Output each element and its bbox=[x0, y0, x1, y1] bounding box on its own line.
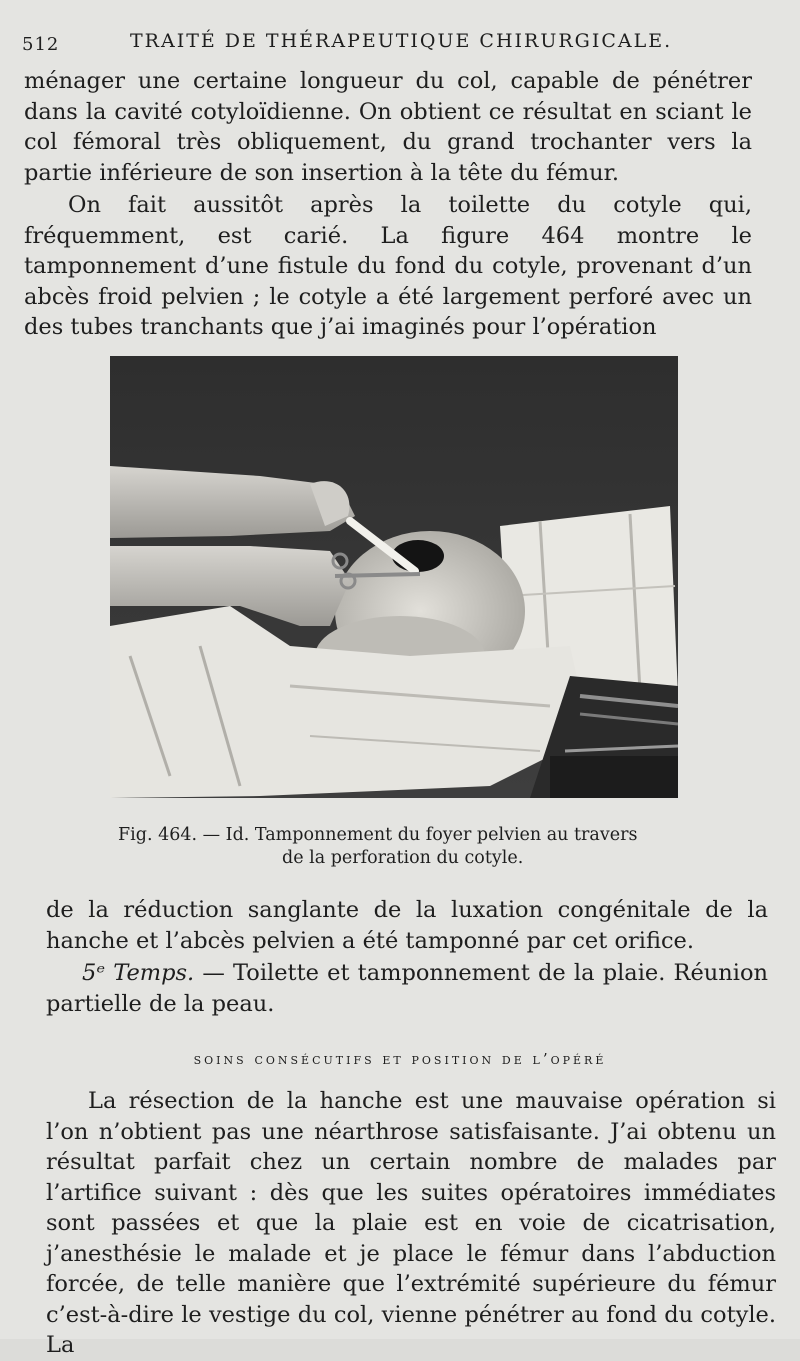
paragraph-2: On fait aussitôt après la toilette du cotyle qui, fréquemment, est carié. La figure 464 montre le tamponnement d’une fistule du fond du cotyle, provenant d’un abcès froid pelvien ; le cotyle a été largement perforé avec un des tubes tranchants que j’ai imaginés pour l’opération bbox=[24, 192, 752, 340]
paragraph-1: ménager une certaine longueur du col, capable de pénétrer dans la cavité cotyloïdienne. On obtient ce résultat en sciant le col fémoral très obliquement, du grand trochanter vers la partie inférieure de son insertion à la tête du fémur. bbox=[24, 68, 752, 186]
step-text: — Toilette et tamponnement de la plaie. Réunion partielle de la peau. bbox=[46, 960, 769, 1017]
paragraph-3: de la réduction sanglante de la luxation congénitale de la hanche et l’abcès pelvien a été tamponné par cet orifice. bbox=[46, 897, 768, 954]
caption-line-2: de la perforation du cotyle. bbox=[282, 848, 524, 868]
running-title: TRAITÉ DE THÉRAPEUTIQUE CHIRURGICALE. bbox=[130, 30, 673, 52]
step-label: 5ᵉ Temps. bbox=[82, 960, 195, 986]
page-number: 512 bbox=[22, 34, 60, 55]
paragraph-4 bbox=[46, 958, 768, 1019]
paragraph-5: La résection de la hanche est une mauvaise opération si l’on n’obtient pas une néarthrose satisfaisante. J’ai obtenu un résultat parfait chez un certain nombre de malades par l’artifice suivant : dès que les suites opératoires immédiates sont passées et que la plaie est en voie de cicatrisation, j’anesthésie le malade et je place le fémur dans l’abduction forcée, de telle manière que l’extrémité supérieure du fémur c’est-à-dire le vestige du col, vienne pénétrer au fond du cotyle. La bbox=[46, 1088, 776, 1358]
page-header bbox=[22, 28, 762, 58]
section-heading: soins consécutifs et position de l’opéré bbox=[193, 1050, 607, 1068]
figure-caption bbox=[118, 824, 698, 870]
figure-464-photo bbox=[110, 356, 678, 798]
caption-line-1: Fig. 464. — Id. Tamponnement du foyer pelvien au travers bbox=[118, 825, 638, 845]
